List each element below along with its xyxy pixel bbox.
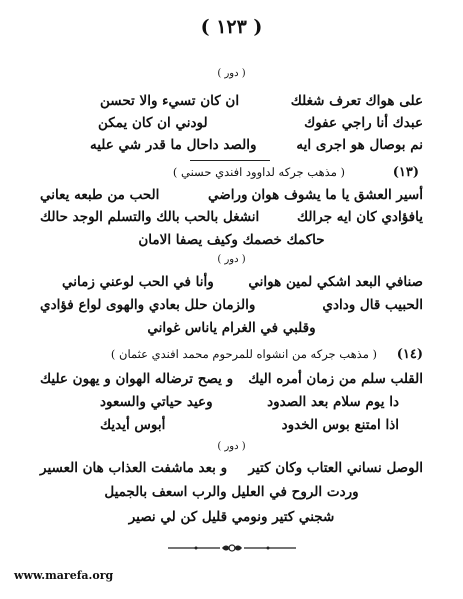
verse-right: عبدك أنا راجي عفوك [304,115,423,131]
verse-left: و يصح ترضاله الهوان و يهون عليك [40,371,234,387]
page-number: ( ١٢٣ ) [200,16,263,38]
verse-left: والصد داحال ما قدر شي عليه [90,137,257,153]
verse-right: صنافي البعد اشكي لمين هواني [248,274,423,290]
verse-right: دا يوم سلام بعد الصدود [267,394,399,410]
song-heading: ( مذهب جركه من انشواه للمرحوم محمد افندي عثمان ) [110,347,377,361]
section-label-dawr: ( دور ) [217,441,246,452]
verse-left: انشغل بالحب بالك والتسلم الوجد حالك [40,209,260,225]
verse-left: و بعد ماشفت العذاب هان العسير [40,460,228,476]
verse-center: شجني كتير ونومي قليل كن لي نصير [128,509,335,525]
verse-right: اذا امتنع بوس الخدود [281,417,399,433]
verse-right: أسير العشق يا ما يشوف هوان [251,187,423,203]
verse-left: وعيد حياتي والسعود [100,394,213,410]
song-number: (١٣) [392,165,419,180]
verse-right: الوصل نساني العتاب وكان كتير [248,460,423,476]
song-heading: ( مذهب جركه لداوود افندي حسني ) [172,165,345,179]
footer-url: www.marefa.org [14,569,114,582]
song-number: (١٤) [396,347,423,362]
verse-center: حاكمك خصمك وكيف يصفا الامان [138,232,325,248]
verse-right: على هواك تعرف شغلك [290,93,423,109]
verse-left: والزمان حلل بعادي والهوى لواع فؤادي [40,297,256,313]
verse-left: ان كان تسيء والا تحسن [100,93,240,109]
verse-center: وقلبي في الغرام ياناس غواني [147,320,316,336]
verse-middle: وراضي [208,187,248,203]
verse-left: أبوس أيديك [100,417,166,433]
verse-right: الحبيب قال ودادي [322,297,423,313]
verse-center: وردت الروح في العليل والرب اسعف بالجميل [104,484,359,500]
verse-right: نم بوصال هو اجرى ايه [296,137,423,153]
divider-rule [190,160,270,161]
verse-left: لودني ان كان يمكن [98,115,208,131]
section-label-dawr: ( دور ) [217,254,246,265]
verse-left: الحب من طبعه يعاني [40,187,160,203]
verse-right: القلب سلم من زمان أمره اليك [248,371,423,387]
ornament-divider [166,542,298,554]
verse-left: وأنا في الحب لوعني زماني [62,274,214,290]
verse-right: يافؤادي كان ايه جرالك [297,209,423,225]
section-label-dawr: ( دور ) [217,68,246,79]
